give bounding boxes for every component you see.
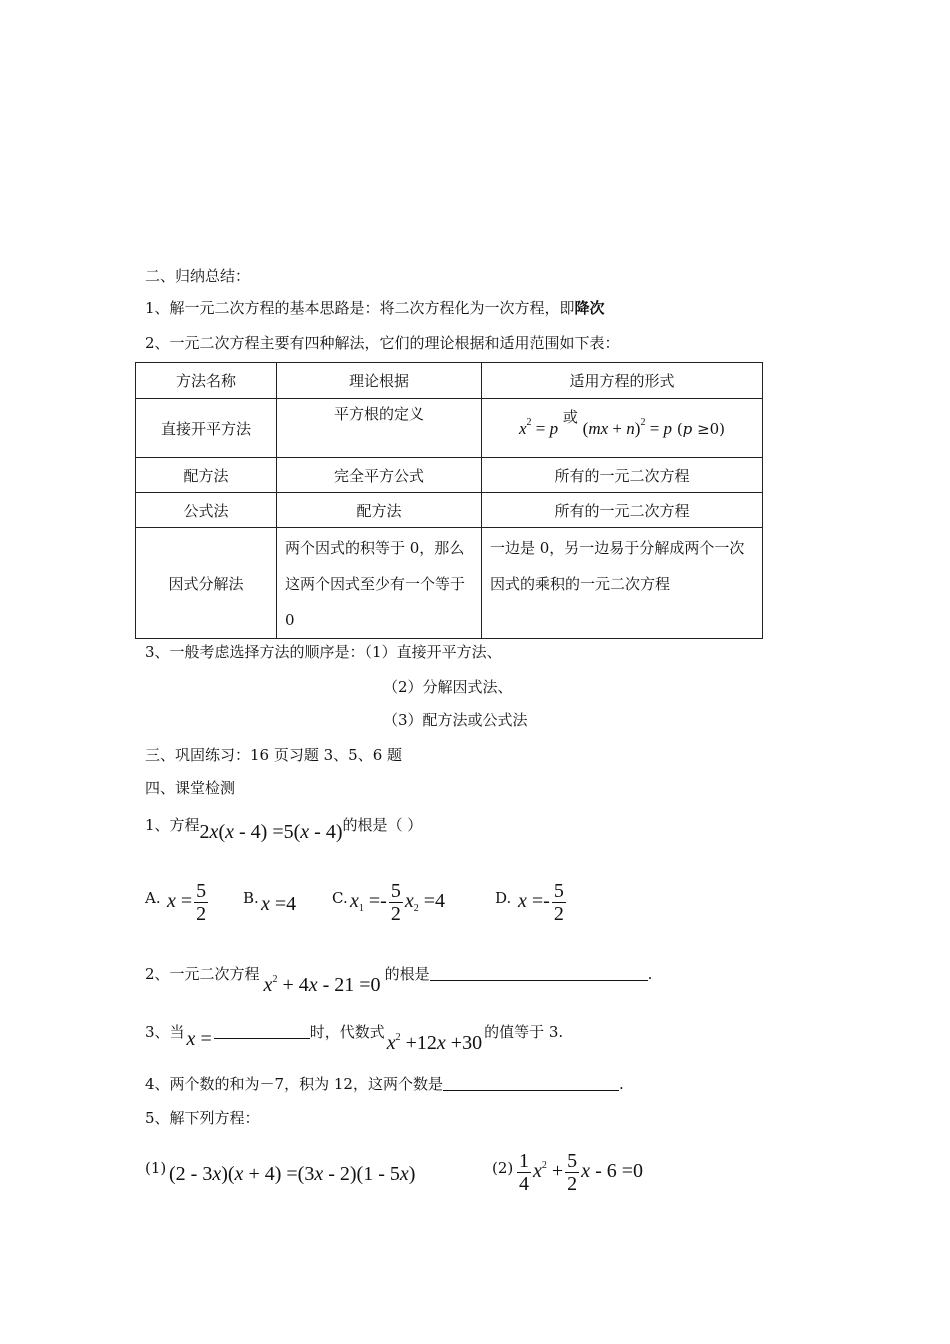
option-d-label: D. bbox=[495, 889, 512, 907]
option-c-label: C. bbox=[332, 889, 348, 907]
form-formula: $x^2 = p$ bbox=[518, 417, 559, 438]
table-header-row bbox=[136, 363, 763, 399]
option-c-value: $x_1$ =- $\frac{5}{2}$ $x_2 =4$ bbox=[350, 880, 446, 925]
form-or: 或 bbox=[562, 408, 578, 426]
equation-2: $\frac{1}{4}$ $x^2$ + $\frac{5}{2}$ x - 6 =0 bbox=[519, 1150, 644, 1195]
summary-point-2: 2、一元二次方程主要有四种解法，它们的理论根据和适用范围如下表： bbox=[145, 334, 620, 352]
methods-table bbox=[135, 362, 763, 639]
question-5-title: 5、解下列方程： bbox=[145, 1109, 260, 1127]
question-2-suffix: 的根是 bbox=[384, 965, 430, 983]
table-row bbox=[136, 493, 763, 528]
question-4-answer-blank[interactable] bbox=[443, 1076, 619, 1091]
method-cell: 配方法 bbox=[136, 458, 277, 493]
question-1-suffix: 的根是（ ） bbox=[342, 816, 423, 834]
method-cell: 公式法 bbox=[136, 493, 277, 528]
summary-point-1 bbox=[145, 298, 605, 318]
header-basis: 理论根据 bbox=[277, 363, 482, 399]
basis-cell: 两个因式的积等于 0，那么这两个因式至少有一个等于 0 bbox=[277, 528, 482, 639]
table-row bbox=[136, 458, 763, 493]
question-3-answer-blank[interactable] bbox=[214, 1024, 310, 1039]
question-3-prefix: 3、当 bbox=[145, 1023, 185, 1041]
method-cell: 因式分解法 bbox=[136, 528, 277, 639]
equation-2-label: (2) bbox=[492, 1159, 514, 1177]
question-3-variable: x = bbox=[186, 1028, 212, 1050]
question-3-expression: $x^2 +12x +30$ bbox=[386, 1032, 483, 1054]
table-row bbox=[136, 528, 763, 639]
question-4-text: 4、两个数的和为－7，积为 12，这两个数是 bbox=[145, 1075, 443, 1093]
form-cell: 所有的一元二次方程 bbox=[482, 458, 763, 493]
question-1-equation: 2x(x - 4) =5(x - 4) bbox=[199, 821, 343, 843]
equation-1: (2 - 3x)(x + 4) =(3x - 2)(1 - 5x) bbox=[169, 1163, 416, 1185]
form-cell bbox=[482, 399, 763, 458]
method-order-3: （3）配方法或公式法 bbox=[383, 711, 528, 729]
header-form: 适用方程的形式 bbox=[482, 363, 763, 399]
basis-cell: 完全平方公式 bbox=[277, 458, 482, 493]
method-order-1: 3、一般考虑选择方法的顺序是：（1）直接开平方法、 bbox=[145, 643, 502, 661]
section-4-title: 四、课堂检测 bbox=[145, 779, 236, 797]
question-4: 4、两个数的和为－7，积为 12，这两个数是 . bbox=[145, 1075, 624, 1093]
question-2-prefix: 2、一元二次方程 bbox=[145, 965, 260, 983]
question-2-equation: $x^2 + 4x - 21 =0$ bbox=[263, 974, 381, 996]
form-formula-2: (mx + n)$^2$ = p bbox=[582, 417, 673, 438]
option-b-value: x =4 bbox=[261, 893, 297, 915]
option-a-value: x = $\frac{5}{2}$ bbox=[167, 880, 207, 925]
form-cell: 所有的一元二次方程 bbox=[482, 493, 763, 528]
question-3-mid: 时，代数式 bbox=[309, 1023, 385, 1041]
summary-point-1-text: 1、解一元二次方程的基本思路是：将二次方程化为一次方程，即 bbox=[145, 299, 575, 317]
option-a-label: A. bbox=[145, 889, 161, 907]
question-2-answer-blank[interactable] bbox=[430, 966, 648, 981]
table-row bbox=[136, 399, 763, 458]
question-2: 2、一元二次方程 $x^2 + 4x - 21 =0$ 的根是 . bbox=[145, 965, 653, 996]
section-3-title: 三、巩固练习：16 页习题 3、5、6 题 bbox=[145, 746, 403, 764]
method-order-2: （2）分解因式法、 bbox=[383, 678, 513, 696]
form-cell: 一边是 0，另一边易于分解成两个一次因式的乘积的一元二次方程 bbox=[482, 528, 763, 639]
method-cell: 直接开平方法 bbox=[136, 399, 277, 458]
equation-1-label: (1) bbox=[145, 1159, 167, 1177]
option-d-value: x =- $\frac{5}{2}$ bbox=[518, 880, 564, 925]
question-3-suffix: 的值等于 3. bbox=[484, 1023, 564, 1041]
summary-point-1-bold: 降次 bbox=[574, 299, 605, 317]
basis-cell: 配方法 bbox=[277, 493, 482, 528]
option-b-label: B. bbox=[243, 889, 259, 907]
section-2-title: 二、归纳总结： bbox=[145, 267, 251, 285]
basis-cell: 平方根的定义 bbox=[277, 399, 482, 458]
header-method: 方法名称 bbox=[136, 363, 277, 399]
question-1-prefix: 1、方程 bbox=[145, 816, 200, 834]
question-1 bbox=[145, 814, 423, 843]
form-condition: (p ≥0) bbox=[676, 420, 726, 438]
question-3 bbox=[145, 1016, 563, 1052]
